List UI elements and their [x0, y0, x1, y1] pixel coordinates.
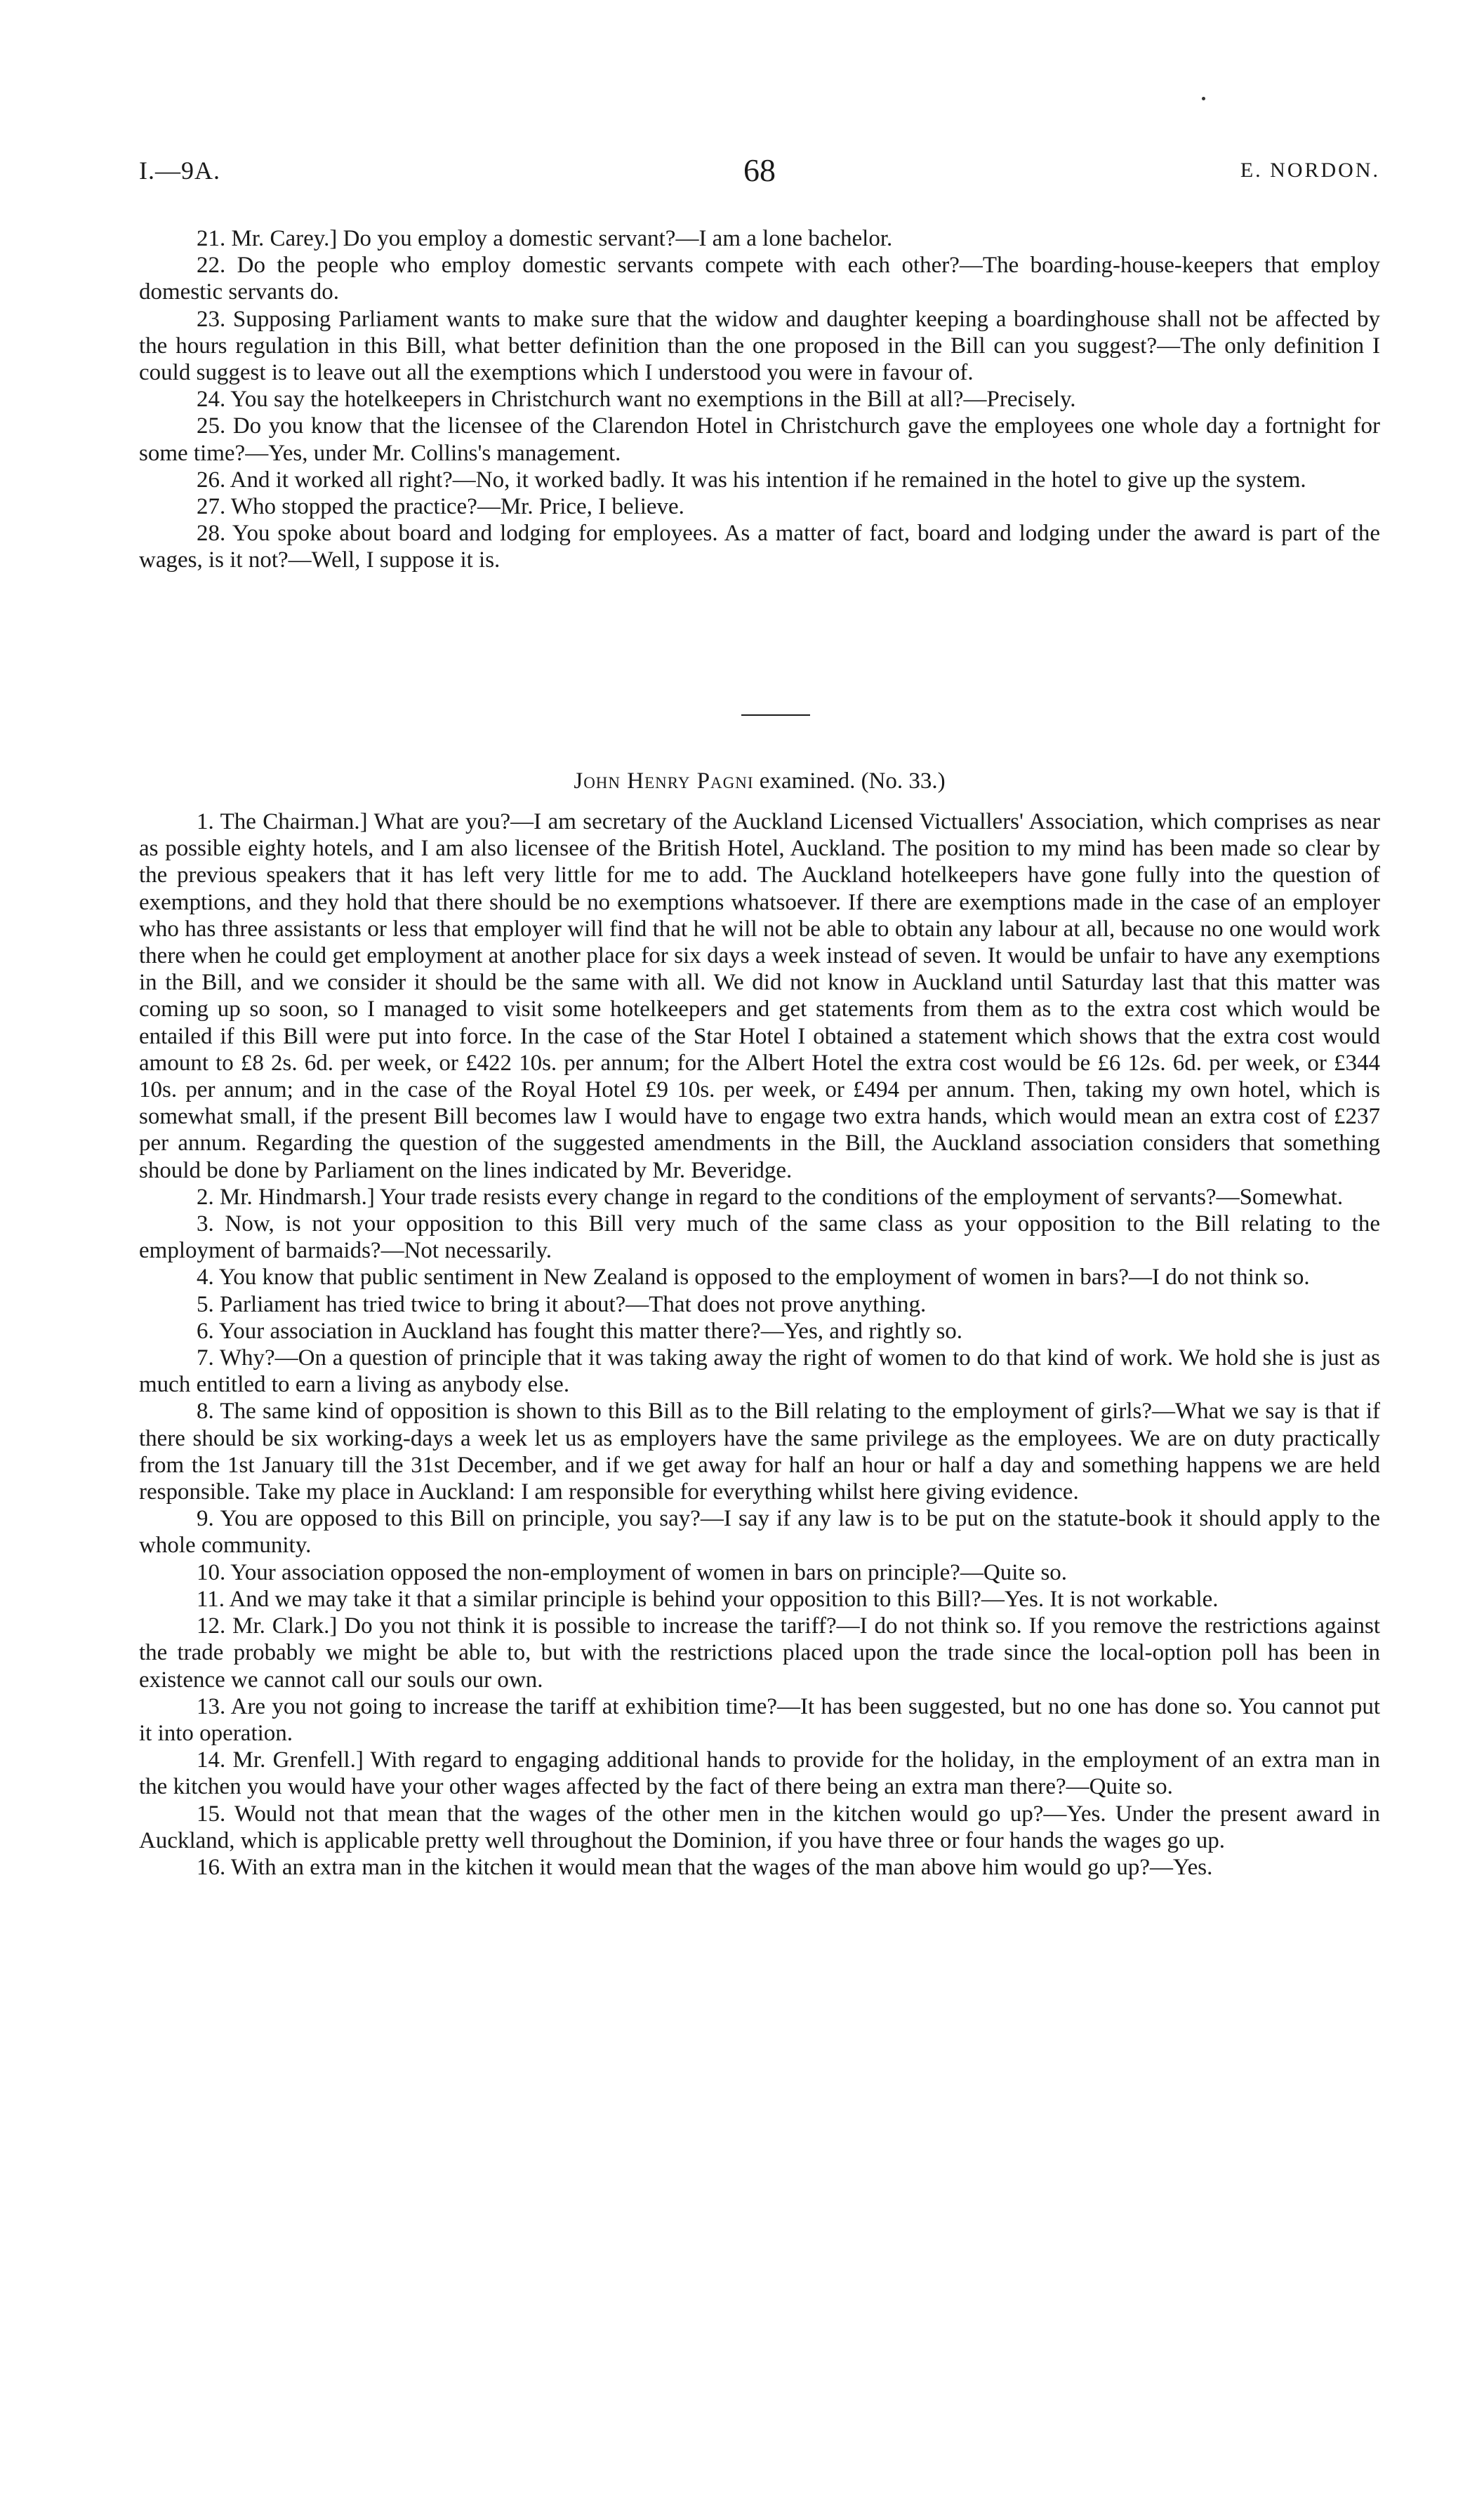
witness-number: (No. 33.) [861, 768, 946, 794]
question-paragraph: 9. You are opposed to this Bill on principle, you say?—I say if any law is to be put on the statute-book it should apply to the whole community. [139, 1506, 1380, 1559]
evidence-section-pagni [139, 808, 1380, 1881]
question-paragraph: 28. You spoke about board and lodging for employees. As a matter of fact, board and lodging under the award is part of the wages, is it not?—Well, I suppose it is. [139, 521, 1380, 573]
page-header [139, 152, 1380, 198]
witness-name: John Henry Pagni [574, 768, 754, 794]
question-paragraph: 5. Parliament has tried twice to bring it about?—That does not prove anything. [197, 1291, 927, 1317]
question-paragraph: 7. Why?—On a question of principle that it was taking away the right of women to do that kind of work. We hold she is just as much entitled to earn a living as anybody else. [139, 1345, 1380, 1398]
question-paragraph: 22. Do the people who employ domestic servants compete with each other?—The boarding-house-keepers that employ domestic servants do. [139, 253, 1380, 305]
print-speck [1202, 97, 1205, 100]
document-reference: I.—9A. [139, 156, 220, 185]
question-paragraph: 3. Now, is not your opposition to this Bill very much of the same class as your opposition to the Bill relating to the employment of barmaids?—Not necessarily. [139, 1211, 1380, 1264]
question-paragraph: 1. The Chairman.] What are you?—I am secretary of the Auckland Licensed Victuallers' Association, which comprises as near as possible eighty hotels, and I am also licensee of the British Hotel, Auckland. The position to my mind has been made so clear by the previous speakers that it has left very little for me to add. The Auckland hotelkeepers have gone fully into the question of exemptions, and they hold that there should be no exemptions whatsoever. If there are exemptions made in the case of an employer who has three assistants or less that employer will find that he will not be able to obtain any labour at all, because no one would work there when he could get employment at another place for six days a week instead of seven. It would be unfair to have any exemptions in the Bill, and we consider it should be the same with all. We did not know in Auckland until Saturday last that this matter was coming up so soon, so I managed to visit some hotelkeepers and get statements from them as to the extra cost which would be entailed if this Bill were put into force. In the case of the Star Hotel I obtained a statement which shows that the extra cost would amount to £8 2s. 6d. per week, or £422 10s. per annum; for the Albert Hotel the extra cost would be £6 12s. 6d. per week, or £344 10s. per annum; and in the case of the Royal Hotel £9 10s. per week, or £494 per annum. Then, taking my own hotel, which is somewhat small, if the present Bill becomes law I would have to engage two extra hands, which would mean an extra cost of £237 per annum. Regarding the question of the suggested amendments in the Bill, the Auckland association considers that something should be done by Parliament on the lines indicated by Mr. Beveridge. [139, 809, 1380, 1183]
witness-action: examined. [759, 768, 856, 794]
evidence-section-nordon [139, 225, 1380, 574]
question-paragraph: 12. Mr. Clark.] Do you not think it is possible to increase the tariff?—I do not think so. If you remove the restrictions against the trade probably we might be able to, but with the restrictions placed upon the trade since the local-option poll has been in existence we cannot call our souls our own. [139, 1613, 1380, 1693]
question-paragraph: 16. With an extra man in the kitchen it would mean that the wages of the man above him would go up?—Yes. [197, 1854, 1213, 1880]
question-paragraph: 13. Are you not going to increase the tariff at exhibition time?—It has been suggested, but no one has done so. You cannot put it into operation. [139, 1693, 1380, 1746]
question-paragraph: 14. Mr. Grenfell.] With regard to engaging additional hands to provide for the holiday, in the employment of an extra man in the kitchen you would have your other wages affected by the fact of there being an extra man there?—Quite so. [139, 1747, 1380, 1800]
question-paragraph: 8. The same kind of opposition is shown to this Bill as to the Bill relating to the employment of girls?—What we say is that if there should be six working-days a week let us as employers have the same privilege as the employees. We are on duty practically from the 1st January till the 31st December, and if we get away for half an hour or half a day and something happens we are held responsible. Take my place in Auckland: I am responsible for everything whilst here giving evidence. [139, 1399, 1380, 1505]
witness-heading [139, 767, 1380, 795]
question-paragraph: 21. Mr. Carey.] Do you employ a domestic servant?—I am a lone bachelor. [197, 226, 893, 251]
question-paragraph: 25. Do you know that the licensee of the Clarendon Hotel in Christchurch gave the employees one whole day a fortnight for some time?—Yes, under Mr. Collins's management. [139, 413, 1380, 466]
section-divider [741, 714, 810, 716]
question-paragraph: 6. Your association in Auckland has fought this matter there?—Yes, and rightly so. [197, 1318, 963, 1344]
witness-running-head: E. NORDON. [1240, 159, 1380, 182]
question-paragraph: 2. Mr. Hindmarsh.] Your trade resists every change in regard to the conditions of the employment of servants?—Somewhat. [197, 1184, 1344, 1210]
question-paragraph: 26. And it worked all right?—No, it worked badly. It was his intention if he remained in the hotel to give up the system. [197, 467, 1306, 493]
question-paragraph: 11. And we may take it that a similar principle is behind your opposition to this Bill?—Yes. It is not workable. [197, 1586, 1219, 1612]
question-paragraph: 23. Supposing Parliament wants to make sure that the widow and daughter keeping a boardinghouse shall not be affected by the hours regulation in this Bill, what better definition than the one proposed in the Bill can you suggest?—The only definition I could suggest is to leave out all the exemptions which I understood you were in favour of. [139, 306, 1380, 386]
question-paragraph: 4. You know that public sentiment in New Zealand is opposed to the employment of women in bars?—I do not think so. [197, 1265, 1310, 1291]
question-paragraph: 10. Your association opposed the non-employment of women in bars on principle?—Quite so. [197, 1559, 1068, 1585]
question-paragraph: 15. Would not that mean that the wages of the other men in the kitchen would go up?—Yes. Under the present award in Auckland, which is applicable pretty well throughout the Dominion, if you have three or four hands the wages go up. [139, 1801, 1380, 1853]
page-number: 68 [743, 152, 776, 188]
question-paragraph: 24. You say the hotelkeepers in Christchurch want no exemptions in the Bill at all?—Precisely. [197, 387, 1076, 413]
question-paragraph: 27. Who stopped the practice?—Mr. Price, I believe. [197, 494, 684, 520]
